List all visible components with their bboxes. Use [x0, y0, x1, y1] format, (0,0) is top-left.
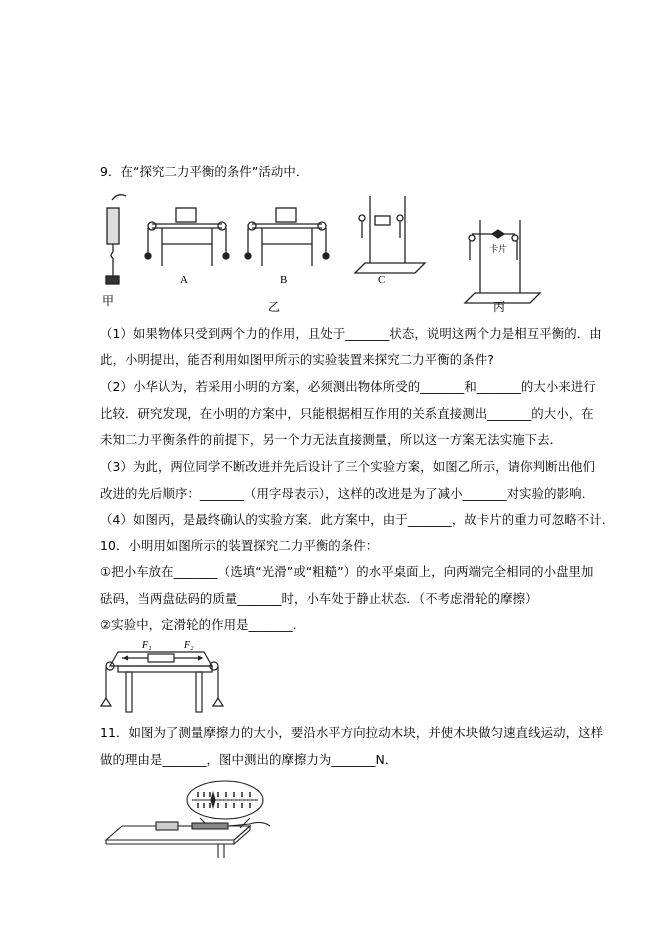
figure-label-a: A: [180, 274, 188, 286]
q9-line: 未知二力平衡条件的前提下，另一个力无法直接测量，所以这一方案无法实施下去．: [100, 432, 563, 447]
force-label-f1: F₁: [142, 640, 152, 651]
q9-figure: [100, 188, 550, 318]
figure-label-yi: 乙: [268, 300, 281, 314]
q11-friction-drawing: [100, 780, 280, 860]
question-9-title: 9．在“探究二力平衡的条件”活动中．: [100, 164, 309, 179]
q10-line: 砝码，当两盘砝码的质量_______时，小车处于静止状态．（不考虑滑轮的摩擦）: [100, 591, 538, 606]
q10-line: 10．小明用如图所示的装置探究二力平衡的条件：: [100, 538, 379, 553]
q9-line: 改进的先后顺序：_______（用字母表示），这样的改进是为了减小_______对实验的影响．: [100, 486, 595, 501]
figure-label-jia: 甲: [102, 294, 115, 308]
q10-line: ①把小车放在_______（选填“光滑”或“粗糙”）的水平桌面上，向两端完全相同的小盘里加: [100, 564, 594, 579]
q10-table-drawing: [100, 640, 230, 715]
q11-figure: [100, 780, 280, 860]
figure-label-c: C: [378, 274, 386, 286]
q9-apparatus-drawing: [100, 188, 550, 318]
figure-label-b: B: [280, 274, 288, 286]
force-label-f2: F₂: [184, 640, 194, 651]
q9-line: 此，小明提出，能否利用如图甲所示的实验装置来探究二力平衡的条件?: [100, 352, 494, 367]
q9-line: （1）如果物体只受到两个力的作用，且处于_______状态，说明这两个力是相互平衡的．由: [100, 326, 602, 341]
q9-line: （2）小华认为，若采用小明的方案，必须测出物体所受的_______和_______的大小来进行: [100, 379, 596, 394]
q9-line: （3）为此，两位同学不断改进并先后设计了三个实验方案，如图乙所示，请你判断出他们: [100, 459, 596, 474]
q10-figure: [100, 640, 230, 715]
figure-label-card: 卡片: [489, 245, 508, 255]
q9-line: （4）如图丙，是最终确认的实验方案．此方案中，由于_______，故卡片的重力可忽略不计．: [100, 512, 615, 527]
q9-line: 比较．研究发现，在小明的方案中，只能根据相互作用的关系直接测出_______的大小，在: [100, 406, 594, 421]
figure-label-bing: 丙: [493, 300, 506, 314]
q11-line: 11．如图为了测量摩擦力的大小，要沿水平方向拉动木块，并使木块做匀速直线运动，这样: [100, 725, 604, 740]
q11-line: 做的理由是_______，图中测出的摩擦力为_______N．: [100, 752, 398, 767]
q10-line: ②实验中，定滑轮的作用是_______．: [100, 617, 306, 632]
